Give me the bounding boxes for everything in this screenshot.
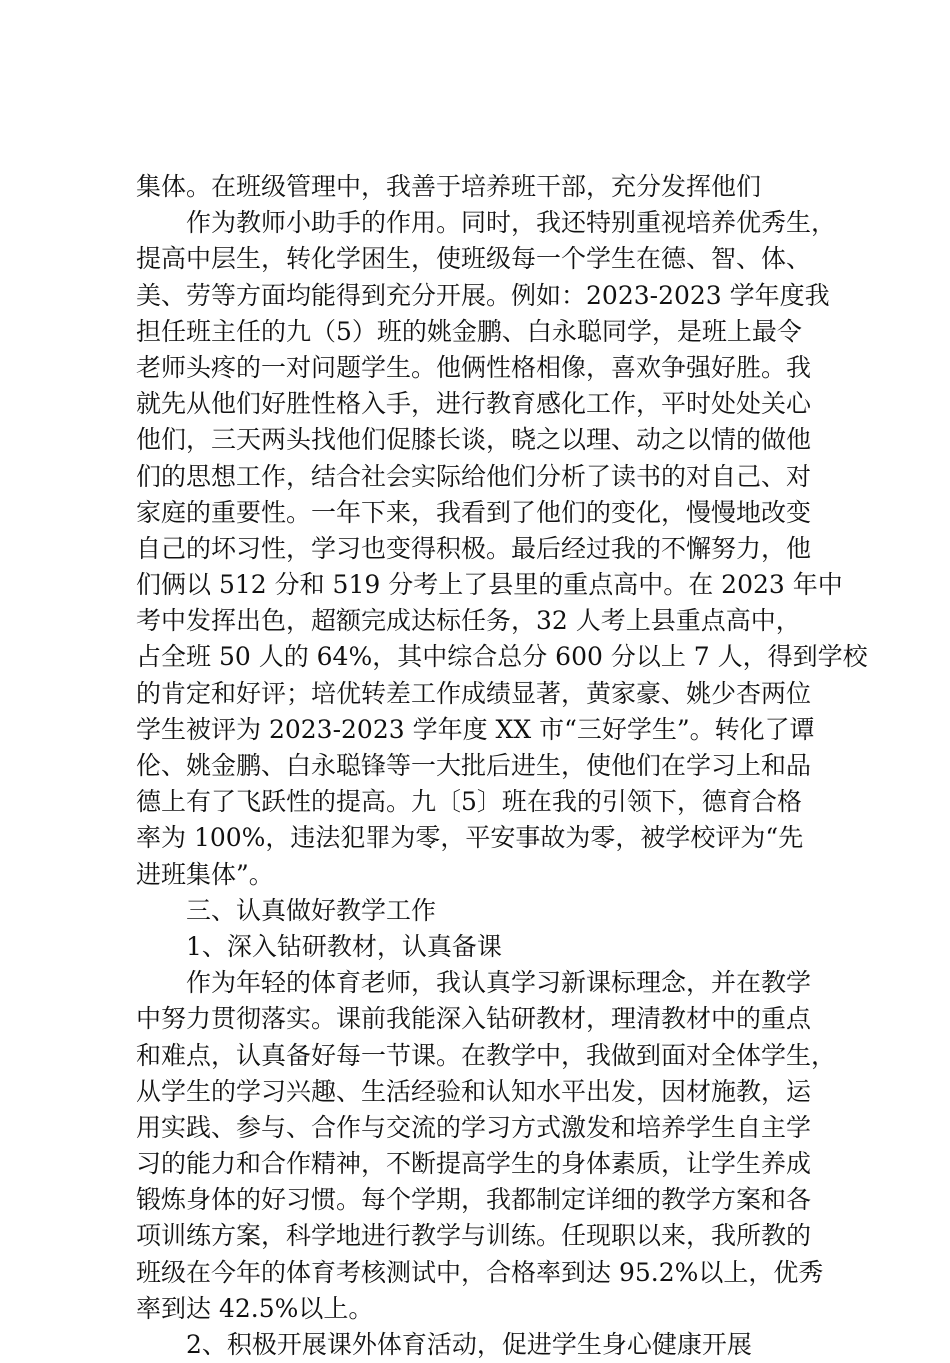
text-line: 提高中层生，转化学困生，使班级每一个学生在德、智、体、 [136,244,812,274]
text-line: 他们，三天两头找他们促膝长谈，晓之以理、动之以情的做他 [136,425,812,455]
text-line: 锻炼身体的好习惯。每个学期，我都制定详细的教学方案和各 [136,1185,812,1215]
body-text [136,169,868,1363]
text-line: 老师头疼的一对问题学生。他俩性格相像，喜欢争强好胜。我 [136,352,812,382]
text-line: 的肯定和好评；培优转差工作成绩显著，黄家豪、姚少杏两位 [136,678,812,708]
text-line: 率到达 42.5%以上。 [136,1293,374,1323]
text-line: 作为教师小助手的作用。同时，我还特别重视培养优秀生， [186,208,837,238]
text-line: 自己的坏习性，学习也变得积极。最后经过我的不懈努力，他 [136,533,812,563]
text-line: 德上有了飞跃性的提高。九〔5〕班在我的引领下，德育合格 [136,787,802,817]
text-line: 们俩以 512 分和 519 分考上了县里的重点高中。在 2023 年中 [136,570,843,600]
text-line: 担任班主任的九（5）班的姚金鹏、白永聪同学，是班上最令 [136,316,802,346]
text-line: 率为 100%，违法犯罪为零，平安事故为零，被学校评为“先 [136,823,804,853]
text-line: 学生被评为 2023-2023 学年度 XX 市“三好学生”。转化了谭 [136,714,815,744]
text-line: 从学生的学习兴趣、生活经验和认知水平出发，因材施教，运 [136,1076,812,1106]
text-line: 考中发挥出色，超额完成达标任务，32 人考上县重点高中， [136,606,801,636]
text-line: 家庭的重要性。一年下来，我看到了他们的变化，慢慢地改变 [136,497,812,527]
text-line: 班级在今年的体育考核测试中，合格率到达 95.2%以上，优秀 [136,1257,824,1287]
text-line: 美、劳等方面均能得到充分开展。例如：2023-2023 学年度我 [136,280,830,310]
text-line: 用实践、参与、合作与交流的学习方式激发和培养学生自主学 [136,1112,812,1142]
text-line: 伦、姚金鹏、白永聪锋等一大批后进生，使他们在学习上和品 [136,751,812,780]
text-line: 项训练方案，科学地进行教学与训练。任现职以来，我所教的 [136,1221,812,1251]
text-line: 占全班 50 人的 64%，其中综合总分 600 分以上 7 人，得到学校 [136,642,868,672]
text-line: 集体。在班级管理中，我善于培养班干部，充分发挥他们 [136,172,762,201]
text-line: 和难点，认真备好每一节课。在教学中，我做到面对全体学生， [136,1040,837,1070]
text-line: 中努力贯彻落实。课前我能深入钻研教材，理清教材中的重点 [136,1004,812,1034]
section-heading: 三、认真做好教学工作 [186,895,437,925]
text-line: 就先从他们好胜性格入手，进行教育感化工作，平时处处关心 [136,389,812,419]
subsection-heading: 1、深入钻研教材，认真备课 [186,931,502,961]
subsection-heading: 2、积极开展课外体育活动，促进学生身心健康开展 [186,1330,752,1359]
text-line: 习的能力和合作精神，不断提高学生的身体素质，让学生养成 [136,1149,812,1179]
text-line: 进班集体”。 [136,859,274,889]
text-line: 们的思想工作，结合社会实际给他们分析了读书的对自己、对 [136,461,812,491]
text-line: 作为年轻的体育老师，我认真学习新课标理念，并在教学 [186,968,812,998]
